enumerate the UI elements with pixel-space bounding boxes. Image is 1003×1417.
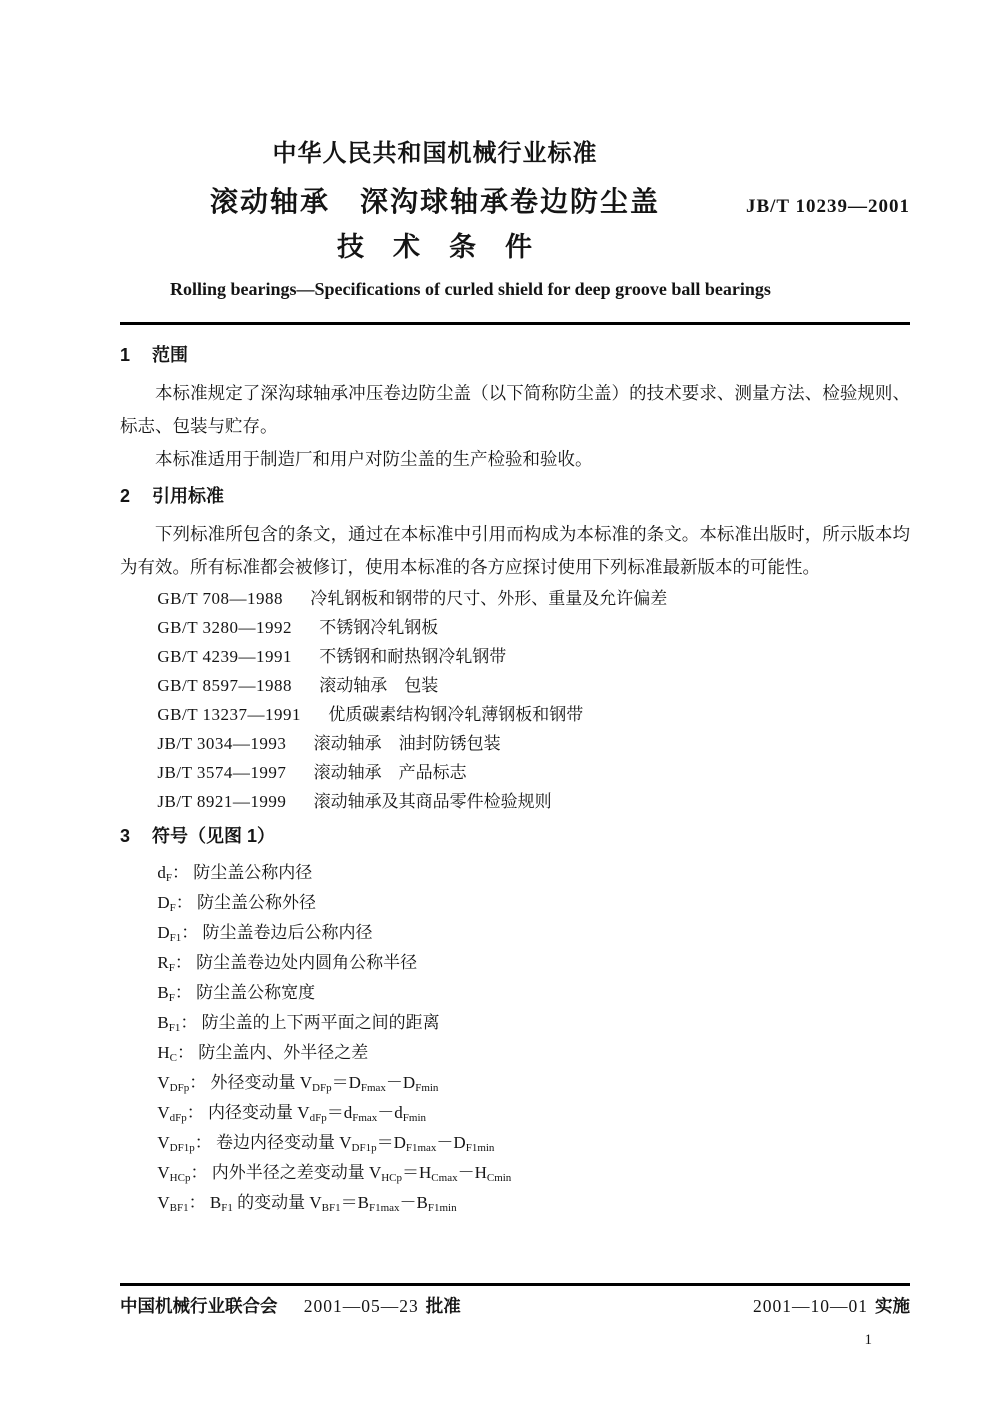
paragraph: 本标准规定了深沟球轴承冲压卷边防尘盖（以下简称防尘盖）的技术要求、测量方法、检验规则、标志、包装与贮存。 bbox=[120, 383, 910, 436]
approval-info bbox=[120, 1294, 461, 1318]
section-title: 符号（见图 1） bbox=[152, 826, 276, 846]
reference-title: 滚动轴承及其商品零件检验规则 bbox=[313, 792, 552, 811]
document-footer bbox=[120, 1283, 910, 1348]
symbol-item: $B_F$： 防尘盖公称宽度 bbox=[157, 983, 316, 1004]
page-number: 1 bbox=[864, 1332, 872, 1348]
reference-code: GB/T 708—1988 bbox=[157, 589, 284, 608]
symbol-item: $V_{DFp}$： 外径变动量 $V_{DFp}=D_{Fmax}-D_{Fmin}$ bbox=[157, 1073, 439, 1094]
document-subtitle-cn: 技 术 条 件 bbox=[337, 232, 533, 262]
section-references bbox=[120, 484, 910, 816]
symbol-item: $H_C$： 防尘盖内、外半径之差 bbox=[157, 1043, 369, 1064]
reference-title: 冷轧钢板和钢带的尺寸、外形、重量及允许偏差 bbox=[310, 589, 668, 608]
document-title-en: Rolling bearings—Specifications of curled shield for deep groove ball bearings bbox=[170, 279, 771, 299]
reference-item bbox=[157, 584, 910, 613]
reference-title: 不锈钢冷轧钢板 bbox=[319, 618, 439, 637]
reference-item bbox=[157, 729, 910, 758]
reference-code: JB/T 8921—1999 bbox=[157, 792, 287, 811]
section-heading bbox=[120, 484, 910, 508]
section-heading bbox=[120, 343, 910, 367]
reference-code: JB/T 3574—1997 bbox=[157, 763, 287, 782]
document-title-cn: 滚动轴承 深沟球轴承卷边防尘盖 bbox=[209, 186, 660, 217]
reference-title: 不锈钢和耐热钢冷轧钢带 bbox=[319, 647, 507, 666]
reference-code: JB/T 3034—1993 bbox=[157, 734, 287, 753]
section-title: 引用标准 bbox=[152, 486, 224, 506]
reference-code: GB/T 4239—1991 bbox=[157, 647, 293, 666]
implementation-info bbox=[753, 1294, 910, 1318]
approval-date: 2001—05—23 bbox=[303, 1296, 419, 1316]
reference-code: GB/T 13237—1991 bbox=[157, 705, 302, 724]
reference-item bbox=[157, 787, 910, 816]
implementation-label: 实施 bbox=[875, 1296, 910, 1316]
reference-item bbox=[157, 758, 910, 787]
reference-title: 滚动轴承 油封防锈包装 bbox=[313, 734, 501, 753]
section-title: 范围 bbox=[152, 345, 188, 365]
header-divider bbox=[120, 322, 910, 325]
symbol-item: $D_F$： 防尘盖公称外径 bbox=[157, 893, 317, 914]
reference-title: 滚动轴承 包装 bbox=[319, 676, 439, 695]
symbol-item: $V_{HCp}$： 内外半径之差变动量 $V_{HCp}=H_{Cmax}-H_{Cmin}$ bbox=[157, 1163, 512, 1184]
symbol-item: $R_F$： 防尘盖卷边处内圆角公称半径 bbox=[157, 953, 418, 974]
reference-item bbox=[157, 642, 910, 671]
document-header bbox=[120, 140, 910, 325]
paragraph: 下列标准所包含的条文，通过在本标准中引用而构成为本标准的条文。本标准出版时，所示版本均为有效。所有标准都会被修订，使用本标准的各方应探讨使用下列标准最新版本的可能性。 bbox=[120, 524, 910, 577]
symbol-item: $B_{F1}$： 防尘盖的上下两平面之间的距离 bbox=[157, 1013, 440, 1034]
symbol-item: $d_F$： 防尘盖公称内径 bbox=[157, 863, 313, 884]
reference-item bbox=[157, 700, 910, 729]
section-heading bbox=[120, 824, 910, 848]
symbol-item: $D_{F1}$： 防尘盖卷边后公称内径 bbox=[157, 923, 373, 944]
reference-code: GB/T 3280—1992 bbox=[157, 618, 293, 637]
reference-item bbox=[157, 671, 910, 700]
reference-title: 滚动轴承 产品标志 bbox=[313, 763, 467, 782]
reference-list bbox=[120, 584, 910, 816]
reference-code: GB/T 8597—1988 bbox=[157, 676, 293, 695]
symbol-item: $V_{BF1}$： $B_{F1}$ 的变动量 $V_{BF1}=B_{F1max}-B_{F1min}$ bbox=[157, 1193, 457, 1214]
section-symbols bbox=[120, 824, 910, 1218]
approving-organization: 中国机械行业联合会 bbox=[120, 1296, 278, 1316]
symbol-list bbox=[120, 858, 910, 1218]
reference-item bbox=[157, 613, 910, 642]
standard-number: JB/T 10239—2001 bbox=[745, 196, 910, 217]
paragraph: 本标准适用于制造厂和用户对防尘盖的生产检验和验收。 bbox=[155, 449, 593, 469]
symbol-item: $V_{dFp}$： 内径变动量 $V_{dFp}=d_{Fmax}-d_{Fmin}$ bbox=[157, 1103, 426, 1124]
section-scope bbox=[120, 343, 910, 476]
section-number: 3 bbox=[120, 826, 131, 846]
section-number: 2 bbox=[120, 486, 131, 506]
footer-divider bbox=[120, 1283, 910, 1286]
reference-title: 优质碳素结构钢冷轧薄钢板和钢带 bbox=[328, 705, 584, 724]
implementation-date: 2001—10—01 bbox=[753, 1296, 868, 1316]
symbol-item: $V_{DF1p}$： 卷边内径变动量 $V_{DF1p}=D_{F1max}-D_{F1min}$ bbox=[157, 1133, 495, 1154]
approval-label: 批准 bbox=[425, 1296, 461, 1316]
section-number: 1 bbox=[120, 345, 131, 365]
title-row bbox=[120, 184, 910, 220]
standard-class-label: 中华人民共和国机械行业标准 bbox=[272, 140, 598, 167]
